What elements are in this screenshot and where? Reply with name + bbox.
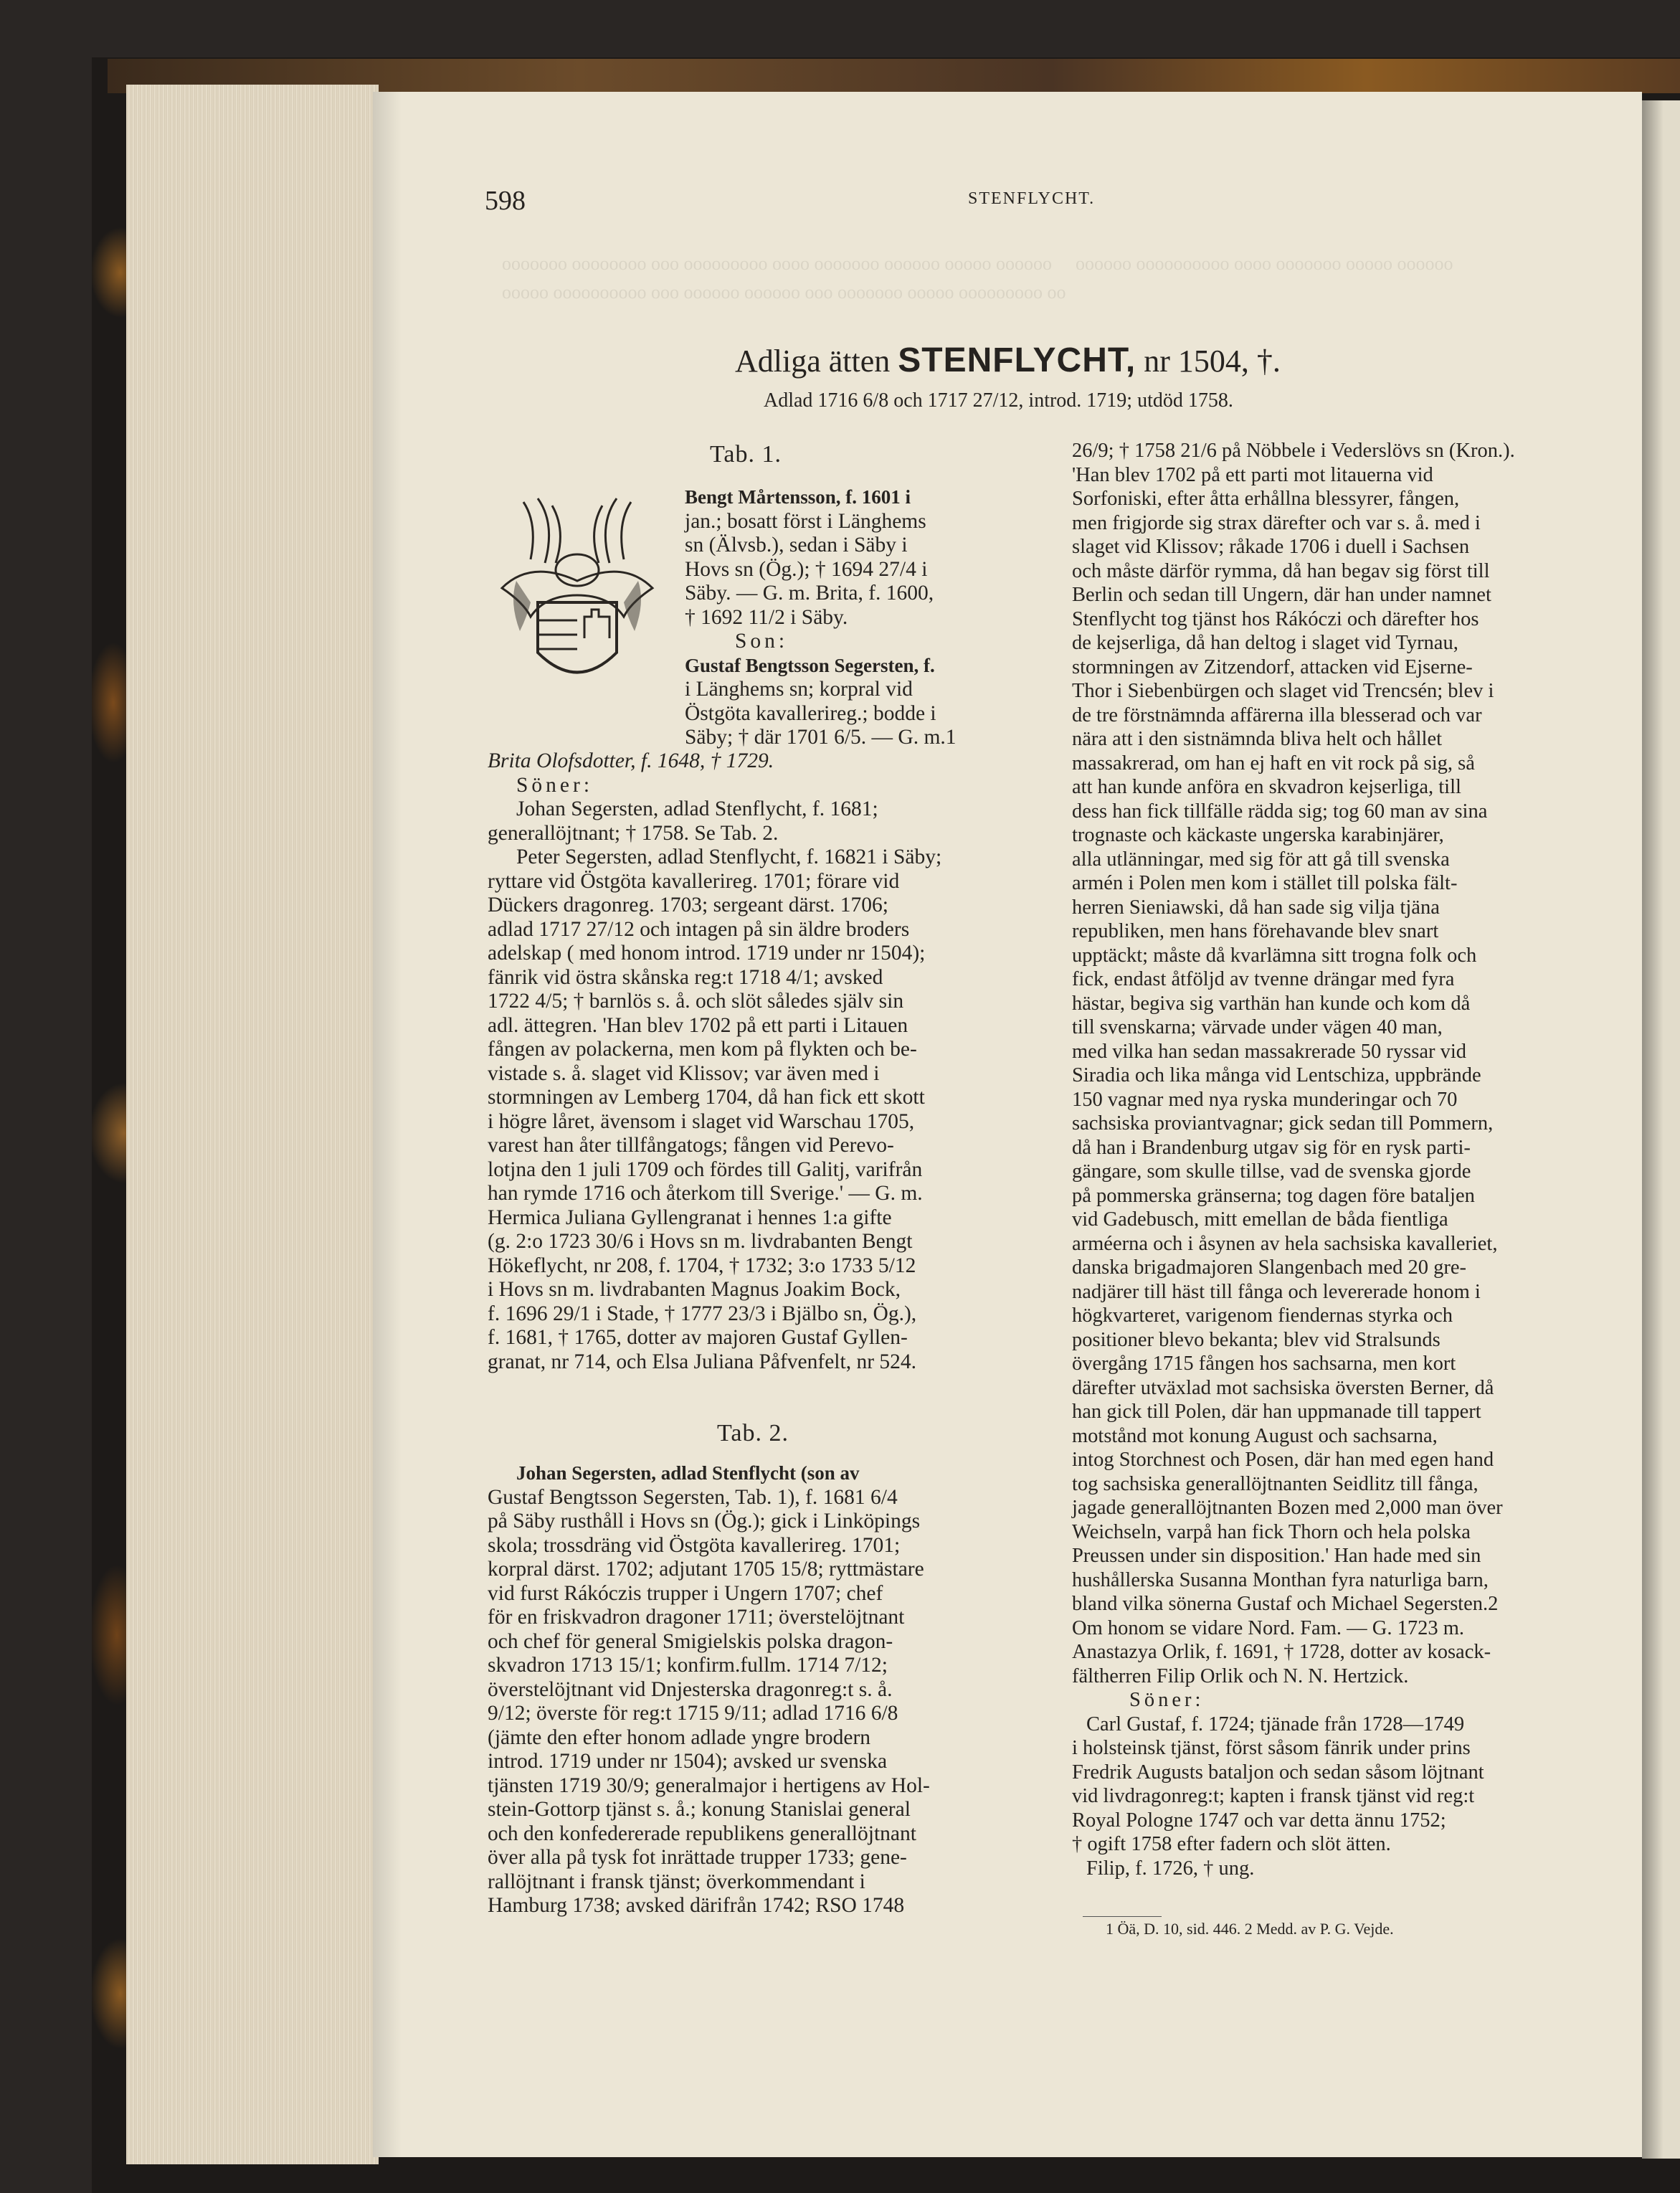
text-line: 26/9; † 1758 21/6 på Nöbbele i Vederslövs sn (Kron.). [1072, 440, 1515, 462]
section-label: Son: [735, 630, 789, 653]
text-line: adlad 1717 27/12 och intagen på sin äldre broders [488, 917, 910, 941]
text-line: han rymde 1716 och återkom till Sverige.' — G. m. [488, 1182, 923, 1205]
right-column [1072, 439, 1603, 1880]
page-title [735, 341, 1281, 380]
text-line: alla utlänningar, med sig för att gå till svenska [1072, 848, 1450, 871]
text-line: Filip, f. 1726, † ung. [1086, 1857, 1255, 1880]
text-line: jan.; bosatt först i Länghems [685, 509, 926, 533]
text-line: han gick till Polen, där han uppmanade till tappert [1072, 1401, 1481, 1423]
text-line: vid livdragonreg:t; kapten i fransk tjänst vid reg:t [1072, 1785, 1475, 1807]
text-line: och den konfedererade republikens generallöjtnant [488, 1822, 916, 1845]
tab1-heading: Tab. 1. [710, 441, 782, 468]
text-line: Stenflycht tog tjänst hos Rákóczi och därefter hos [1072, 607, 1479, 630]
text-line: stormningen av Zitzendorf, attacken vid Ejserne- [1072, 655, 1473, 678]
text-line: Preussen under sin disposition.' Han hade med sin [1072, 1545, 1481, 1567]
text-line: jagade generallöjtnanten Bozen med 2,000 man över [1072, 1497, 1503, 1519]
title-prefix: Adliga ätten [735, 344, 891, 379]
text-line: för en friskvadron dragoner 1711; överstelöjtnant [488, 1606, 905, 1629]
text-line: Dückers dragonreg. 1703; sergeant därst. 1706; [488, 894, 888, 916]
text-line: Peter Segersten, adlad Stenflycht, f. 16821 i Säby; [516, 846, 942, 868]
text-line: (jämte den efter honom adlade yngre brodern [488, 1725, 871, 1749]
text-line: sn (Älvsb.), sedan i Säby i [685, 534, 908, 556]
text-line: korpral därst. 1702; adjutant 1705 15/8; ryttmästare [488, 1558, 924, 1581]
text-line: vid Gadebusch, mitt emellan de båda fientliga [1072, 1208, 1448, 1231]
text-line: Hökeflycht, nr 208, f. 1704, † 1732; 3:o 1733 5/12 [488, 1254, 916, 1277]
text-line: att han kunde anföra en skvadron kejserliga, till [1072, 776, 1461, 798]
text-line: tjänsten 1719 30/9; generalmajor i hertigens av Hol- [488, 1773, 930, 1797]
text-line: herren Sieniawski, då han sade sig vilja tjäna [1072, 896, 1440, 919]
text-line: vistade s. å. slaget vid Klissov; var även med i [488, 1061, 880, 1085]
text-line: till svenskarna; värvade under vägen 40 man, [1072, 1016, 1443, 1038]
text-line: arméerna och i åsynen av hela sachsiska kavalleriet, [1072, 1232, 1498, 1255]
title-name: STENFLYCHT, [898, 341, 1136, 379]
text-line: positioner blevo bekanta; blev vid Stralsunds [1072, 1328, 1441, 1351]
text-line: Säby. — G. m. Brita, f. 1600, [685, 582, 934, 605]
text-line: fänrik vid östra skånska reg:t 1718 4/1; avsked [488, 965, 883, 989]
text-line: Hamburg 1738; avsked därifrån 1742; RSO 1748 [488, 1894, 905, 1917]
text-line: högkvarteret, varigenom fiendernas styrka och [1072, 1304, 1453, 1327]
text-line: nadjärer till häst till fånga och levererade honom i [1072, 1280, 1481, 1303]
text-line: upptäckt; måste då kvarlämna sitt trogna folk och [1072, 944, 1477, 967]
text-line: granat, nr 714, och Elsa Juliana Påfvenfelt, nr 524. [488, 1350, 917, 1373]
text-line: slaget vid Klissov; råkade 1706 i duell i Sachsen [1072, 536, 1470, 558]
footnote: 1 Öä, D. 10, sid. 446. 2 Medd. av P. G. Vejde. [1106, 1920, 1394, 1938]
text-line: intog Storchnest och Posen, där han med egen hand [1072, 1449, 1494, 1471]
text-line: Royal Pologne 1747 och var detta ännu 1752; [1072, 1809, 1446, 1832]
text-line: i Hovs sn m. livdrabanten Magnus Joakim Bock, [488, 1278, 901, 1301]
text-line: då han i Brandenburg utgav sig för en rysk parti- [1072, 1136, 1471, 1159]
text-line: i holsteinsk tjänst, först såsom fänrik under prins [1072, 1737, 1471, 1759]
text-line: Om honom se vidare Nord. Fam. — G. 1723 m. [1072, 1616, 1464, 1639]
text-line: f. 1696 29/1 i Stade, † 1777 23/3 i Bjälbo sn, Ög.), [488, 1302, 917, 1325]
text-line: i högre låret, ävensom i slaget vid Warschau 1705, [488, 1109, 915, 1133]
text-line: hästar, begiva sig varthän han kunde och kom då [1072, 992, 1471, 1015]
text-line: adl. ättegren. 'Han blev 1702 på ett parti i Litauen [488, 1013, 908, 1037]
text-line: de tre förstnämnda affärerna illa blesserad och var [1072, 704, 1482, 726]
show-through-text: oooooo oooooooooo oooo ooooooo ooooo oooooo [1076, 253, 1453, 274]
text-line: † ogift 1758 efter fadern och slöt ätten. [1072, 1833, 1391, 1855]
text-line [685, 654, 1028, 678]
text-line: Siradia och lika många vid Lentschiza, uppbrände [1072, 1064, 1481, 1086]
text-line: därefter utväxlad mot sachsiska översten Berner, då [1072, 1376, 1494, 1399]
text-line: f. 1681, † 1765, dotter av majoren Gustaf Gyllen- [488, 1326, 908, 1349]
text-line: med vilka han sedan massakrerade 50 ryssar vid [1072, 1040, 1467, 1063]
text-line: i Länghems sn; korpral vid [685, 678, 913, 701]
text-line: hushållerska Susanna Monthan fyra naturliga barn, [1072, 1568, 1489, 1591]
text-line: dess han fick tillfälle rädda sig; tog 60 man av sina [1072, 800, 1488, 823]
text-line: sachsiska proviantvagnar; gick sedan till Pommern, [1072, 1112, 1494, 1135]
footnote-rule [1083, 1916, 1162, 1917]
entry-line: Johan Segersten, adlad Stenflycht (son av [516, 1462, 860, 1484]
tab1-intro [685, 486, 1028, 750]
text-line: rallöjtnant i fransk tjänst; överkommendant i [488, 1870, 865, 1893]
text-line: 9/12; överste för reg:t 1715 9/11; adlad 1716 6/8 [488, 1702, 898, 1725]
text-line: Hermica Juliana Gyllengranat i hennes 1:a gifte [488, 1206, 892, 1229]
text-line: motstånd mot konung August och sachsarna, [1072, 1424, 1438, 1447]
page-subtitle: Adlad 1716 6/8 och 1717 27/12, introd. 1719; utdöd 1758. [764, 389, 1233, 412]
text-line: armén i Polen men kom i stället till polska fält- [1072, 872, 1458, 894]
text-line: Fredrik Augusts bataljon och sedan såsom löjtnant [1072, 1761, 1484, 1784]
text-line: massakrerad, om han ej haft en vit rock på sig, så [1072, 752, 1475, 775]
facing-page-edge [1642, 100, 1680, 2159]
text-line: republiken, men hans förehavande blev snart [1072, 920, 1439, 942]
show-through-text: ooooo oooooooooo ooo oooooo oooooo ooo ooooooo ooooo ooooooooo oo [502, 282, 1066, 303]
text-line: fången av polackerna, men kom på flykten och be- [488, 1038, 917, 1061]
text-line: vid furst Rákóczis trupper i Ungern 1707; chef [488, 1581, 883, 1605]
text-line: Säby; † där 1701 6/5. — G. m.1 [685, 726, 957, 749]
text-line: varest han åter tillfångatogs; fången vid Perevo- [488, 1134, 894, 1157]
text-line: Anastazya Orlik, f. 1691, † 1728, dotter av kosack- [1072, 1641, 1491, 1663]
entry-line: Bengt Mårtensson, f. 1601 i [685, 486, 911, 508]
text-line: och måste därför rymma, då han begav sig först till [1072, 559, 1490, 582]
text-line: på pommerska gränserna; tog dagen före bataljen [1072, 1184, 1475, 1207]
text-line: nära att i den sistnämnda bliva helt och hållet [1072, 728, 1443, 750]
text-line: Thor i Siebenbürgen och slaget vid Trencsén; blev i [1072, 680, 1494, 702]
text-line: Berlin och sedan till Ungern, där han under namnet [1072, 584, 1491, 606]
text-line: överstelöjtnant vid Dnjesterska dragonreg:t s. å. [488, 1677, 893, 1701]
tab1-body [488, 749, 1029, 1374]
text-line: gängare, som skulle tillse, vad de svenska gjorde [1072, 1160, 1471, 1183]
tab2-body [488, 1462, 1029, 1918]
text-line: Johan Segersten, adlad Stenflycht, f. 1681; [516, 797, 878, 820]
page-edges [126, 85, 379, 2164]
text-line: Carl Gustaf, f. 1724; tjänade från 1728—1749 [1086, 1713, 1465, 1735]
text-line [685, 486, 1028, 510]
coat-of-arms-icon [488, 495, 667, 696]
running-head: STENFLYCHT. [968, 189, 1096, 208]
tab2-heading: Tab. 2. [717, 1420, 789, 1446]
text-line: generallöjtnant; † 1758. Se Tab. 2. [488, 821, 779, 845]
text-line: tog sachsiska generallöjtnanten Seidlitz till fånga, [1072, 1472, 1479, 1495]
text-line: adelskap ( med honom introd. 1719 under nr 1504); [488, 942, 926, 965]
text-line [488, 1462, 1029, 1486]
text-line: Hovs sn (Ög.); † 1694 27/4 i [685, 557, 928, 581]
text-line: 150 vagnar med nya ryska munderingar och 70 [1072, 1088, 1458, 1111]
text-line: danska brigadmajoren Slangenbach med 20 gre- [1072, 1256, 1467, 1279]
text-line: (g. 2:o 1723 30/6 i Hovs sn m. livdrabanten Bengt [488, 1230, 913, 1253]
text-line: ryttare vid Östgöta kavallerireg. 1701; förare vid [488, 869, 900, 893]
text-line: stormningen av Lemberg 1704, då han fick ett skott [488, 1086, 925, 1109]
text-line: fick, endast åtföljd av tvenne drängar med fyra [1072, 968, 1455, 990]
text-line: fältherren Filip Orlik och N. N. Hertzick. [1072, 1664, 1409, 1687]
text-line: † 1692 11/2 i Säby. [685, 605, 848, 629]
text-line: Gustaf Bengtsson Segersten, Tab. 1), f. 1681 6/4 [488, 1485, 898, 1509]
text-line: bland vilka sönerna Gustaf och Michael Segersten.2 [1072, 1593, 1499, 1615]
text-line: skola; trossdräng vid Östgöta kavallerireg. 1701; [488, 1533, 901, 1557]
text-line: Östgöta kavallerireg.; bodde i [685, 701, 936, 725]
text-line: stein-Gottorp tjänst s. å.; konung Stanislai general [488, 1798, 911, 1821]
title-suffix: nr 1504, †. [1144, 344, 1281, 379]
text-line: trognaste och käckaste ungerska karabinjärer, [1072, 824, 1444, 846]
section-label: Söner: [1129, 1689, 1205, 1711]
text-line: på Säby rusthåll i Hovs sn (Ög.); gick i Linköpings [488, 1510, 921, 1533]
text-line: Sorfoniski, efter åtta erhållna blessyrer, fången, [1072, 488, 1460, 510]
page-number: 598 [485, 186, 526, 216]
entry-line: Gustaf Bengtsson Segersten, f. [685, 654, 935, 676]
text-line: övergång 1715 fången hos sachsarna, men kort [1072, 1353, 1456, 1375]
text-line: introd. 1719 under nr 1504); avsked ur svenska [488, 1750, 888, 1773]
text-line: 1722 4/5; † barnlös s. å. och slöt således själv sin [488, 990, 904, 1013]
text-line: 'Han blev 1702 på ett parti mot litauerna vid [1072, 463, 1433, 486]
text-line: över alla på tysk fot inrättade trupper 1733; gene- [488, 1846, 907, 1869]
text-line: Brita Olofsdotter, f. 1648, † 1729. [488, 749, 774, 772]
text-line: lotjna den 1 juli 1709 och fördes till Galitj, varifrån [488, 1157, 923, 1181]
text-line: skvadron 1713 15/1; konfirm.fullm. 1714 7/12; [488, 1654, 888, 1677]
text-line: men frigjorde sig strax därefter och var s. å. med i [1072, 511, 1481, 534]
section-label: Söner: [516, 773, 594, 797]
text-line: Weichseln, varpå han fick Thorn och hela polska [1072, 1520, 1471, 1543]
text-line: och chef för general Smigielskis polska dragon- [488, 1629, 893, 1653]
text-line: de kejserliga, då han deltog i slaget vid Tyrnau, [1072, 632, 1458, 654]
show-through-text: ooooooo oooooooo ooo ooooooooo oooo ooooooo oooooo ooooo oooooo [502, 253, 1052, 274]
